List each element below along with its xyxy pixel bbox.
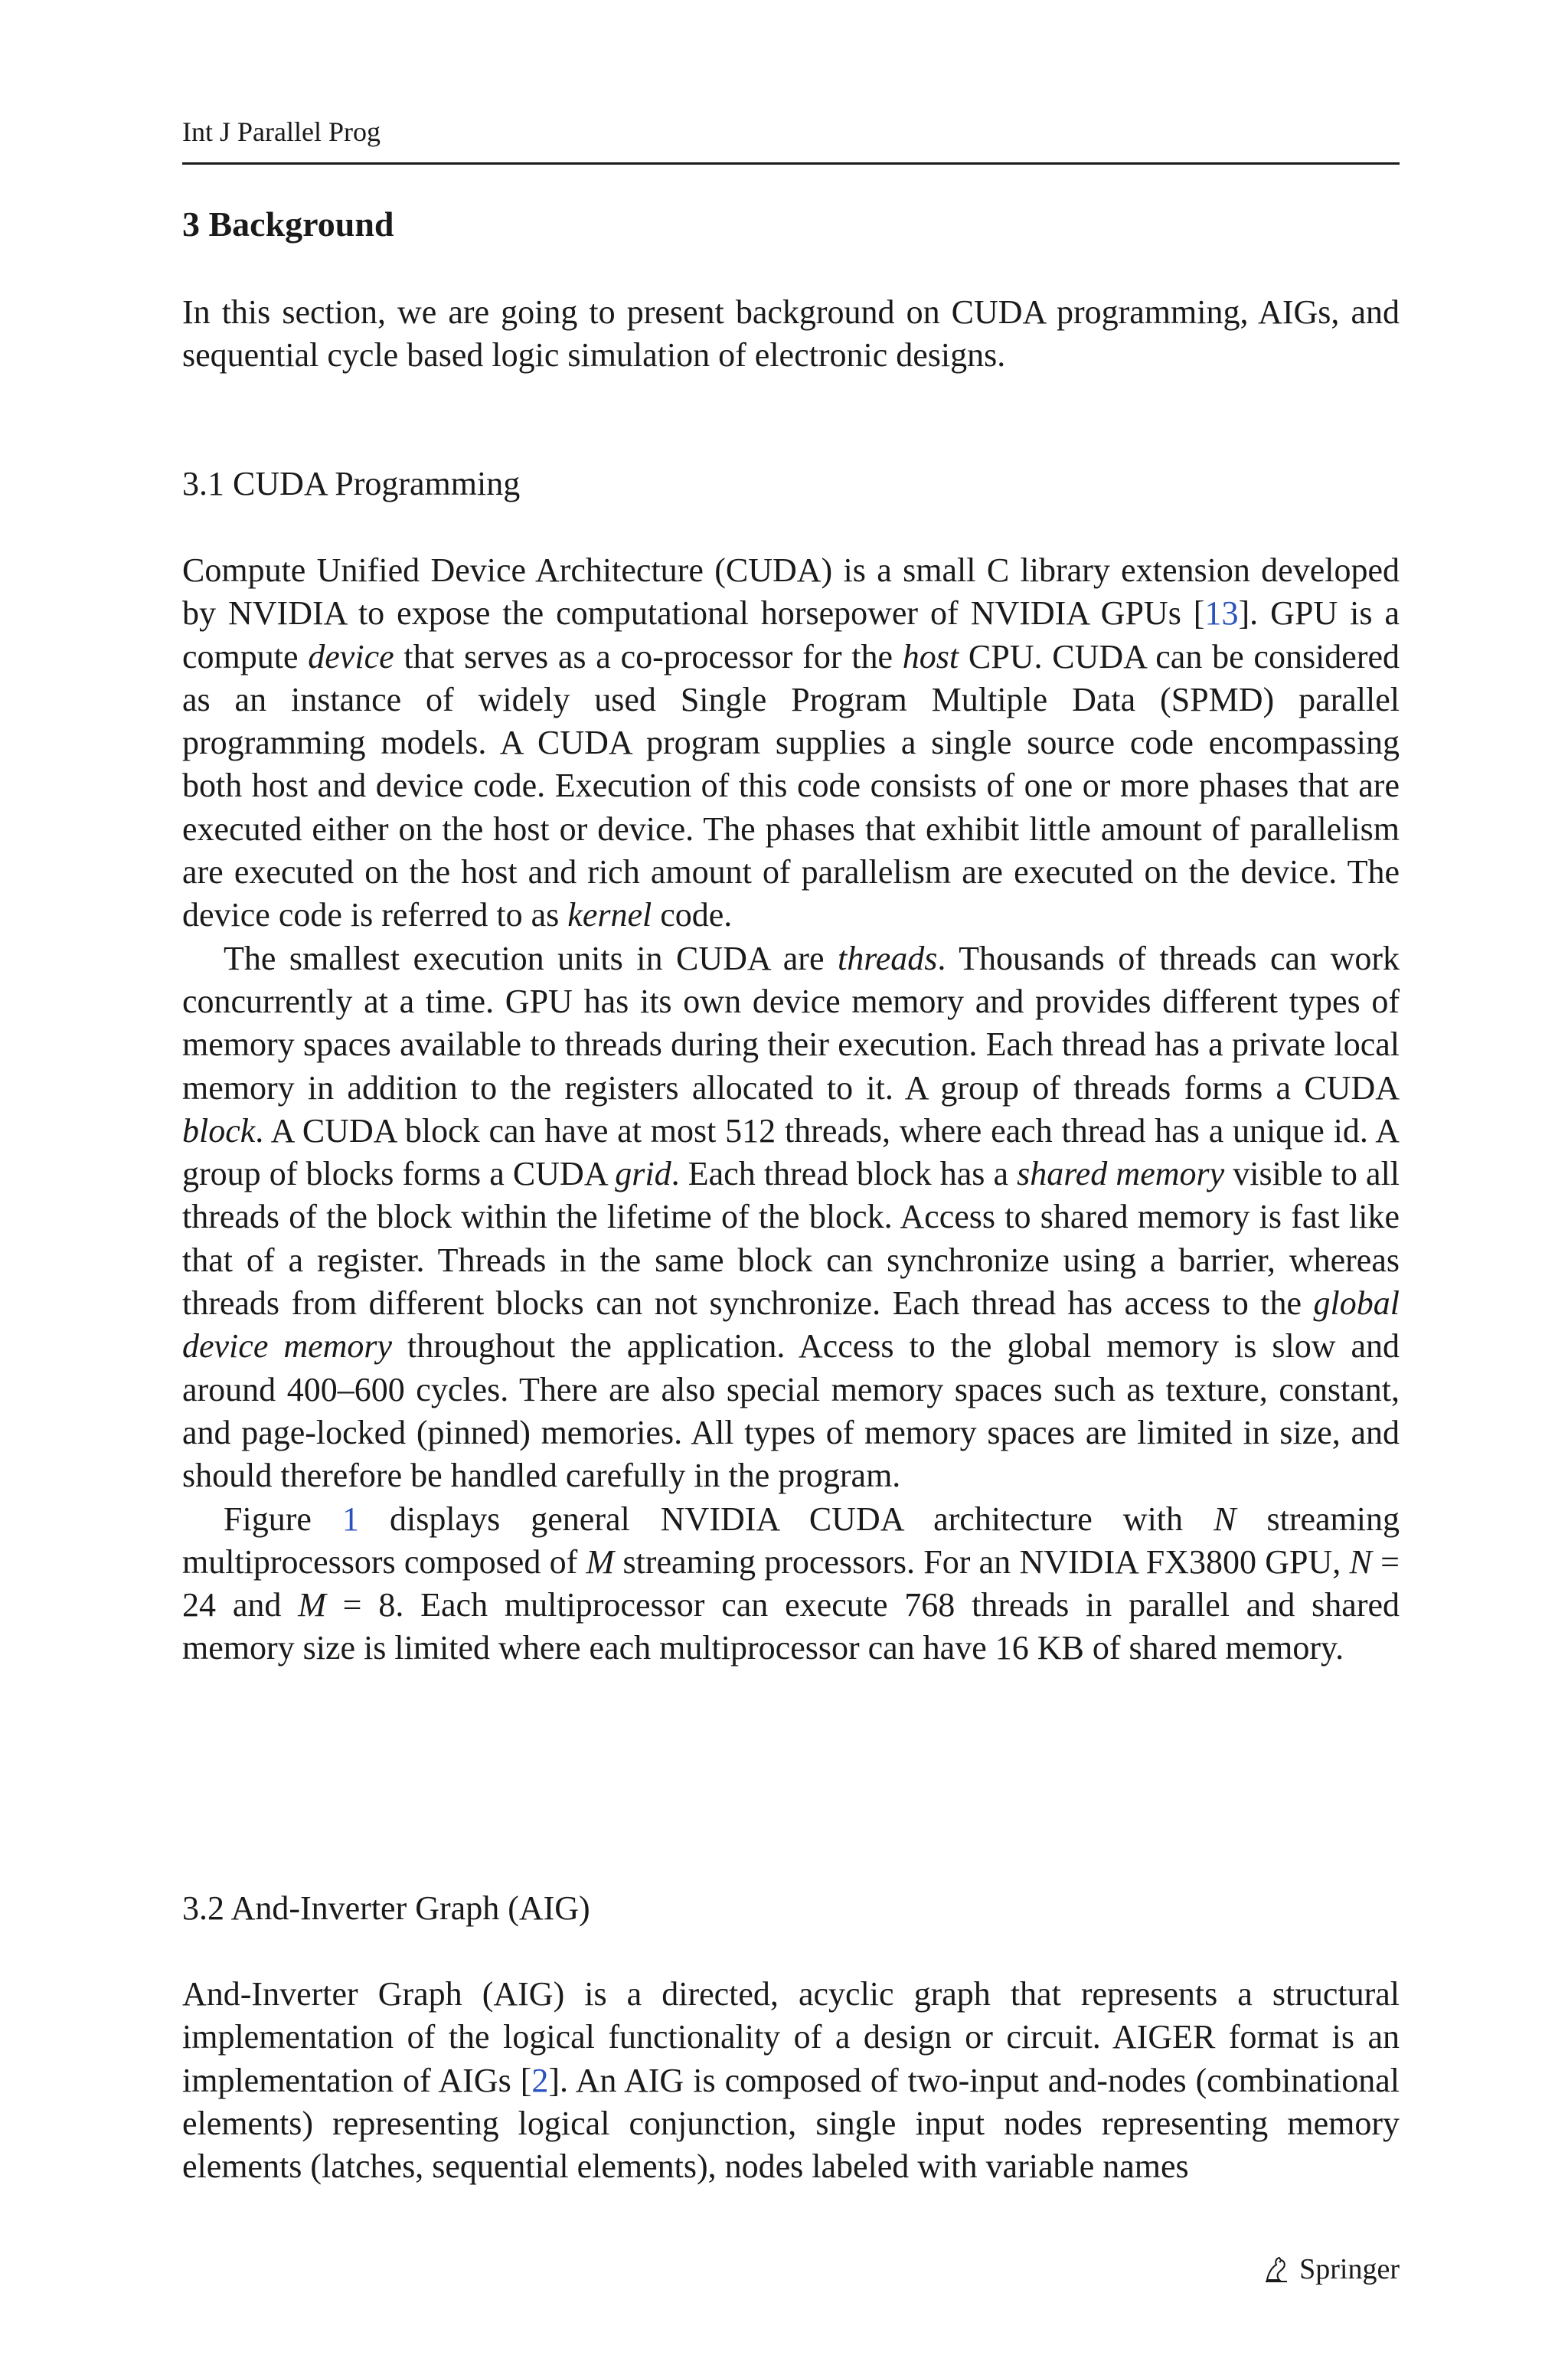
citation-link[interactable]: 13: [1204, 594, 1239, 633]
springer-horse-icon: [1261, 2254, 1292, 2285]
publisher-footer: [1261, 2248, 1400, 2291]
publisher-name: Springer: [1299, 2253, 1400, 2285]
cuda-paragraphs: [182, 549, 1400, 1670]
figure-link[interactable]: 1: [341, 1500, 359, 1538]
cuda-paragraph-1: Compute Unified Device Architecture (CUDA) is a small C library extension developed by NVIDIA to expose the computational horsepower of NVIDIA GPUs [13]. GPU is a compute device that serves as a co-processor for the host CPU. CUDA can be considered as an instance of widely used Single Program Multiple Data (SPMD) parallel programming models. A CUDA program supplies a single source code encompassing both host and device code. Execution of this code consists of one or more phases that are executed either on the host or device. The phases that exhibit little amount of parallelism are executed on the host and rich amount of parallelism are executed on the device. The device code is referred to as kernel code.: [182, 551, 1400, 934]
running-head: Int J Parallel Prog: [182, 116, 381, 147]
section-intro: In this section, we are going to present background on CUDA programming, AIGs, and sequential cycle based logic simulation of electronic designs.: [182, 293, 1400, 375]
section-title: 3 Background: [182, 204, 394, 244]
citation-link[interactable]: 2: [531, 2061, 549, 2099]
aig-paragraphs: [182, 1973, 1400, 2188]
aig-paragraph-1: And-Inverter Graph (AIG) is a directed, acyclic graph that represents a structural implementation of the logical functionality of a design or circuit. AIGER format is an implementation of AIGs [2]. An AIG is composed of two-input and-nodes (combinational elements) representing logical conjunction, single input nodes representing memory elements (latches, sequential elements), nodes labeled with variable names: [182, 1975, 1400, 2186]
header-rule: [182, 162, 1400, 165]
subsection-title-cuda: 3.1 CUDA Programming: [182, 465, 521, 502]
cuda-paragraph-2: The smallest execution units in CUDA are threads. Thousands of threads can work concurrently at a time. GPU has its own device memory and provides different types of memory spaces available to threads during their execution. Each thread has a private local memory in addition to the registers allocated to it. A group of threads forms a CUDA block. A CUDA block can have at most 512 threads, where each thread has a unique id. A group of blocks forms a CUDA grid. Each thread block has a shared memory visible to all threads of the block within the lifetime of the block. Access to shared memory is fast like that of a register. Threads in the same block can synchronize using a barrier, whereas threads from different blocks can not synchronize. Each thread has access to the global device memory throughout the application. Access to the global memory is slow and around 400–600 cycles. There are also special memory spaces such as texture, constant, and page-locked (pinned) memories. All types of memory spaces are limited in size, and should therefore be handled carefully in the program.: [182, 939, 1400, 1495]
subsection-title-aig: 3.2 And-Inverter Graph (AIG): [182, 1889, 590, 1927]
cuda-paragraph-3: Figure 1 displays general NVIDIA CUDA architecture with N streaming multiprocessors composed of M streaming processors. For an NVIDIA FX3800 GPU, N = 24 and M = 8. Each multiprocessor can execute 768 threads in parallel and shared memory size is limited where each multiprocessor can have 16 KB of shared memory.: [182, 1500, 1400, 1667]
section-intro-block: [182, 291, 1400, 378]
